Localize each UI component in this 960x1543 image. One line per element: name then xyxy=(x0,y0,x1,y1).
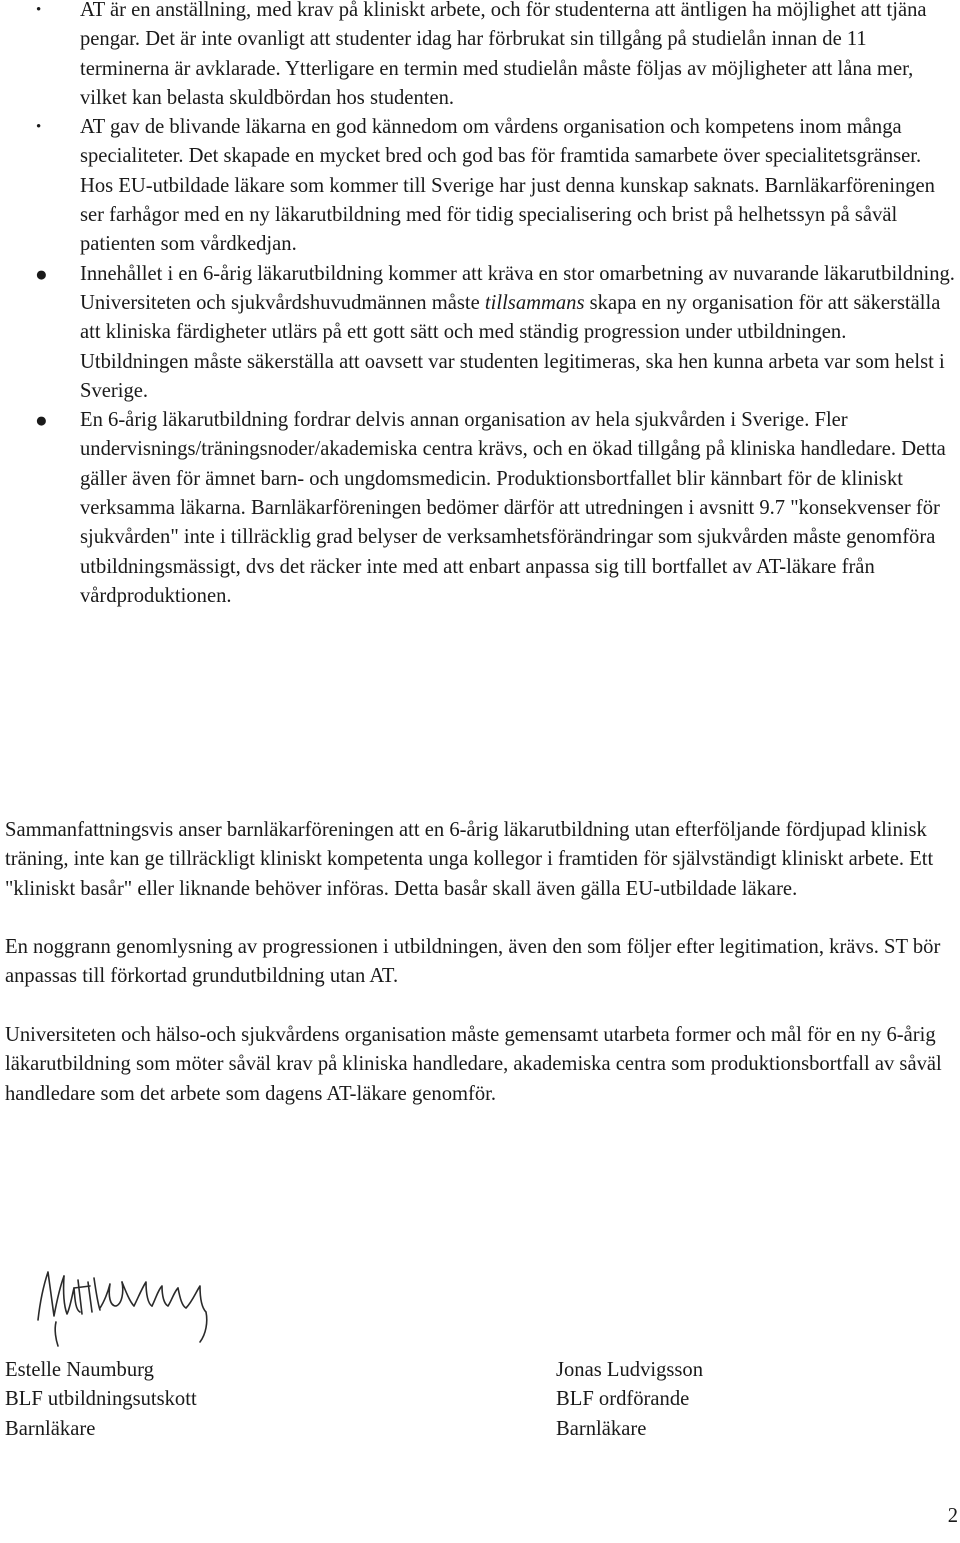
page-number: 2 xyxy=(947,1505,958,1527)
bullet-item xyxy=(0,260,960,406)
signatory-right xyxy=(556,1356,703,1444)
bullet-item xyxy=(0,0,960,113)
bullet-item xyxy=(0,406,960,611)
bullet-text xyxy=(80,260,958,406)
paragraph: Sammanfattningsvis anser barnläkarföreningen att en 6-årig läkarutbildning utan efterföljande fördjupad klinisk träning, inte kan ge tillräckligt kliniskt kompetenta unga kollegor i framtiden för självständigt kliniskt arbete. Ett "kliniskt basår" eller liknande behöver införas. Detta basår skall även gälla EU-utbildade läkare. xyxy=(5,819,934,900)
bullet-marker: ● xyxy=(35,408,48,433)
paragraph: En noggrann genomlysning av progressionen i utbildningen, även den som följer efter legitimation, krävs. ST bör anpassas till förkortad grundutbildning utan AT. xyxy=(5,936,941,988)
signatory-role: BLF utbildningsutskott xyxy=(5,1388,197,1411)
bullet-text-part: Innehållet i en 6-årig läkarutbildning kommer att kräva en stor omarbetning av nuvarande läkarutbildning. Universiteten och sjukvårdshuvudmännen måste xyxy=(80,262,955,314)
paragraph: Universiteten och hälso-och sjukvårdens organisation måste gemensamt utarbeta former och mål för en ny 6-årig läkarutbildning som möter såväl krav på kliniska handledare, akademiska centra som produktionsbortfall av såväl handledare som det arbete som dagens AT-läkare genomför. xyxy=(5,1024,942,1105)
bullet-item xyxy=(0,113,960,259)
signatory-title: Barnläkare xyxy=(5,1417,96,1440)
bullet-text-part: skapa en ny organisation för att säkerställa att kliniska färdigheter utlärs på ett gott sätt och med ständig progression under utbildningen. Utbildningen måste säkerställa att oavsett var studenten legitimeras, ska hen kunna arbeta var som helst i Sverige. xyxy=(80,291,945,402)
bullet-marker: ● xyxy=(35,261,48,286)
bullet-text: En 6-årig läkarutbildning fordrar delvis annan organisation av hela sjukvården i Sverige. Fler undervisnings/träningsnoder/akademiska centra krävs, och en ökad tillgång på kliniska handledare. Detta gäller även för ämnet barn- och ungdomsmedicin. Produktionsbortfallet blir kännbart för de kliniskt verksamma läkarna. Barnläkarföreningen bedömer därför att utredningen i avsnitt 9.7 "konsekvenser för sjukvården" inte i tillräcklig grad belyser de verksamhetsförändringar som sjukvården måste genomföra utbildningsmässigt, dvs det räcker inte med att enbart anpassa sig till bortfallet av AT-läkare från vårdproduktionen. xyxy=(80,409,946,607)
signatory-title: Barnläkare xyxy=(556,1417,647,1440)
signatory-name: Estelle Naumburg xyxy=(5,1359,154,1381)
bullet-text: AT gav de blivande läkarna en god kännedom om vårdens organisation och kompetens inom många specialiteter. Det skapade en mycket bred och god bas för framtida samarbete över specialitetsgränser. Hos EU-utbildade läkare som kommer till Sverige har just denna kunskap saknats. Barnläkarföreningen ser farhågor med en ny läkarutbildning med för tidig specialisering och brist på helhetssyn på såväl patienten som vårdkedjan. xyxy=(80,116,935,256)
bullet-text: AT är en anställning, med krav på kliniskt arbete, och för studenterna att äntligen ha möjlighet att tjäna pengar. Det är inte ovanligt att studenter idag har förbrukat sin tillgång på studielån innan de 11 terminerna är avklarade. Ytterligare en termin med studielån måste följas av möjligheter att låna mer, vilket kan belasta skuldbördan hos studenten. xyxy=(80,0,927,109)
bullet-marker: • xyxy=(36,2,42,18)
bullet-list xyxy=(0,0,960,611)
signatory-role: BLF ordförande xyxy=(556,1388,690,1411)
signatory-left xyxy=(5,1356,197,1444)
bullet-marker: • xyxy=(36,119,42,136)
emphasis-text: tillsammans xyxy=(484,291,585,314)
signatory-name: Jonas Ludvigsson xyxy=(556,1359,704,1381)
handwritten-signature xyxy=(30,1262,220,1348)
summary-section xyxy=(5,816,960,1138)
